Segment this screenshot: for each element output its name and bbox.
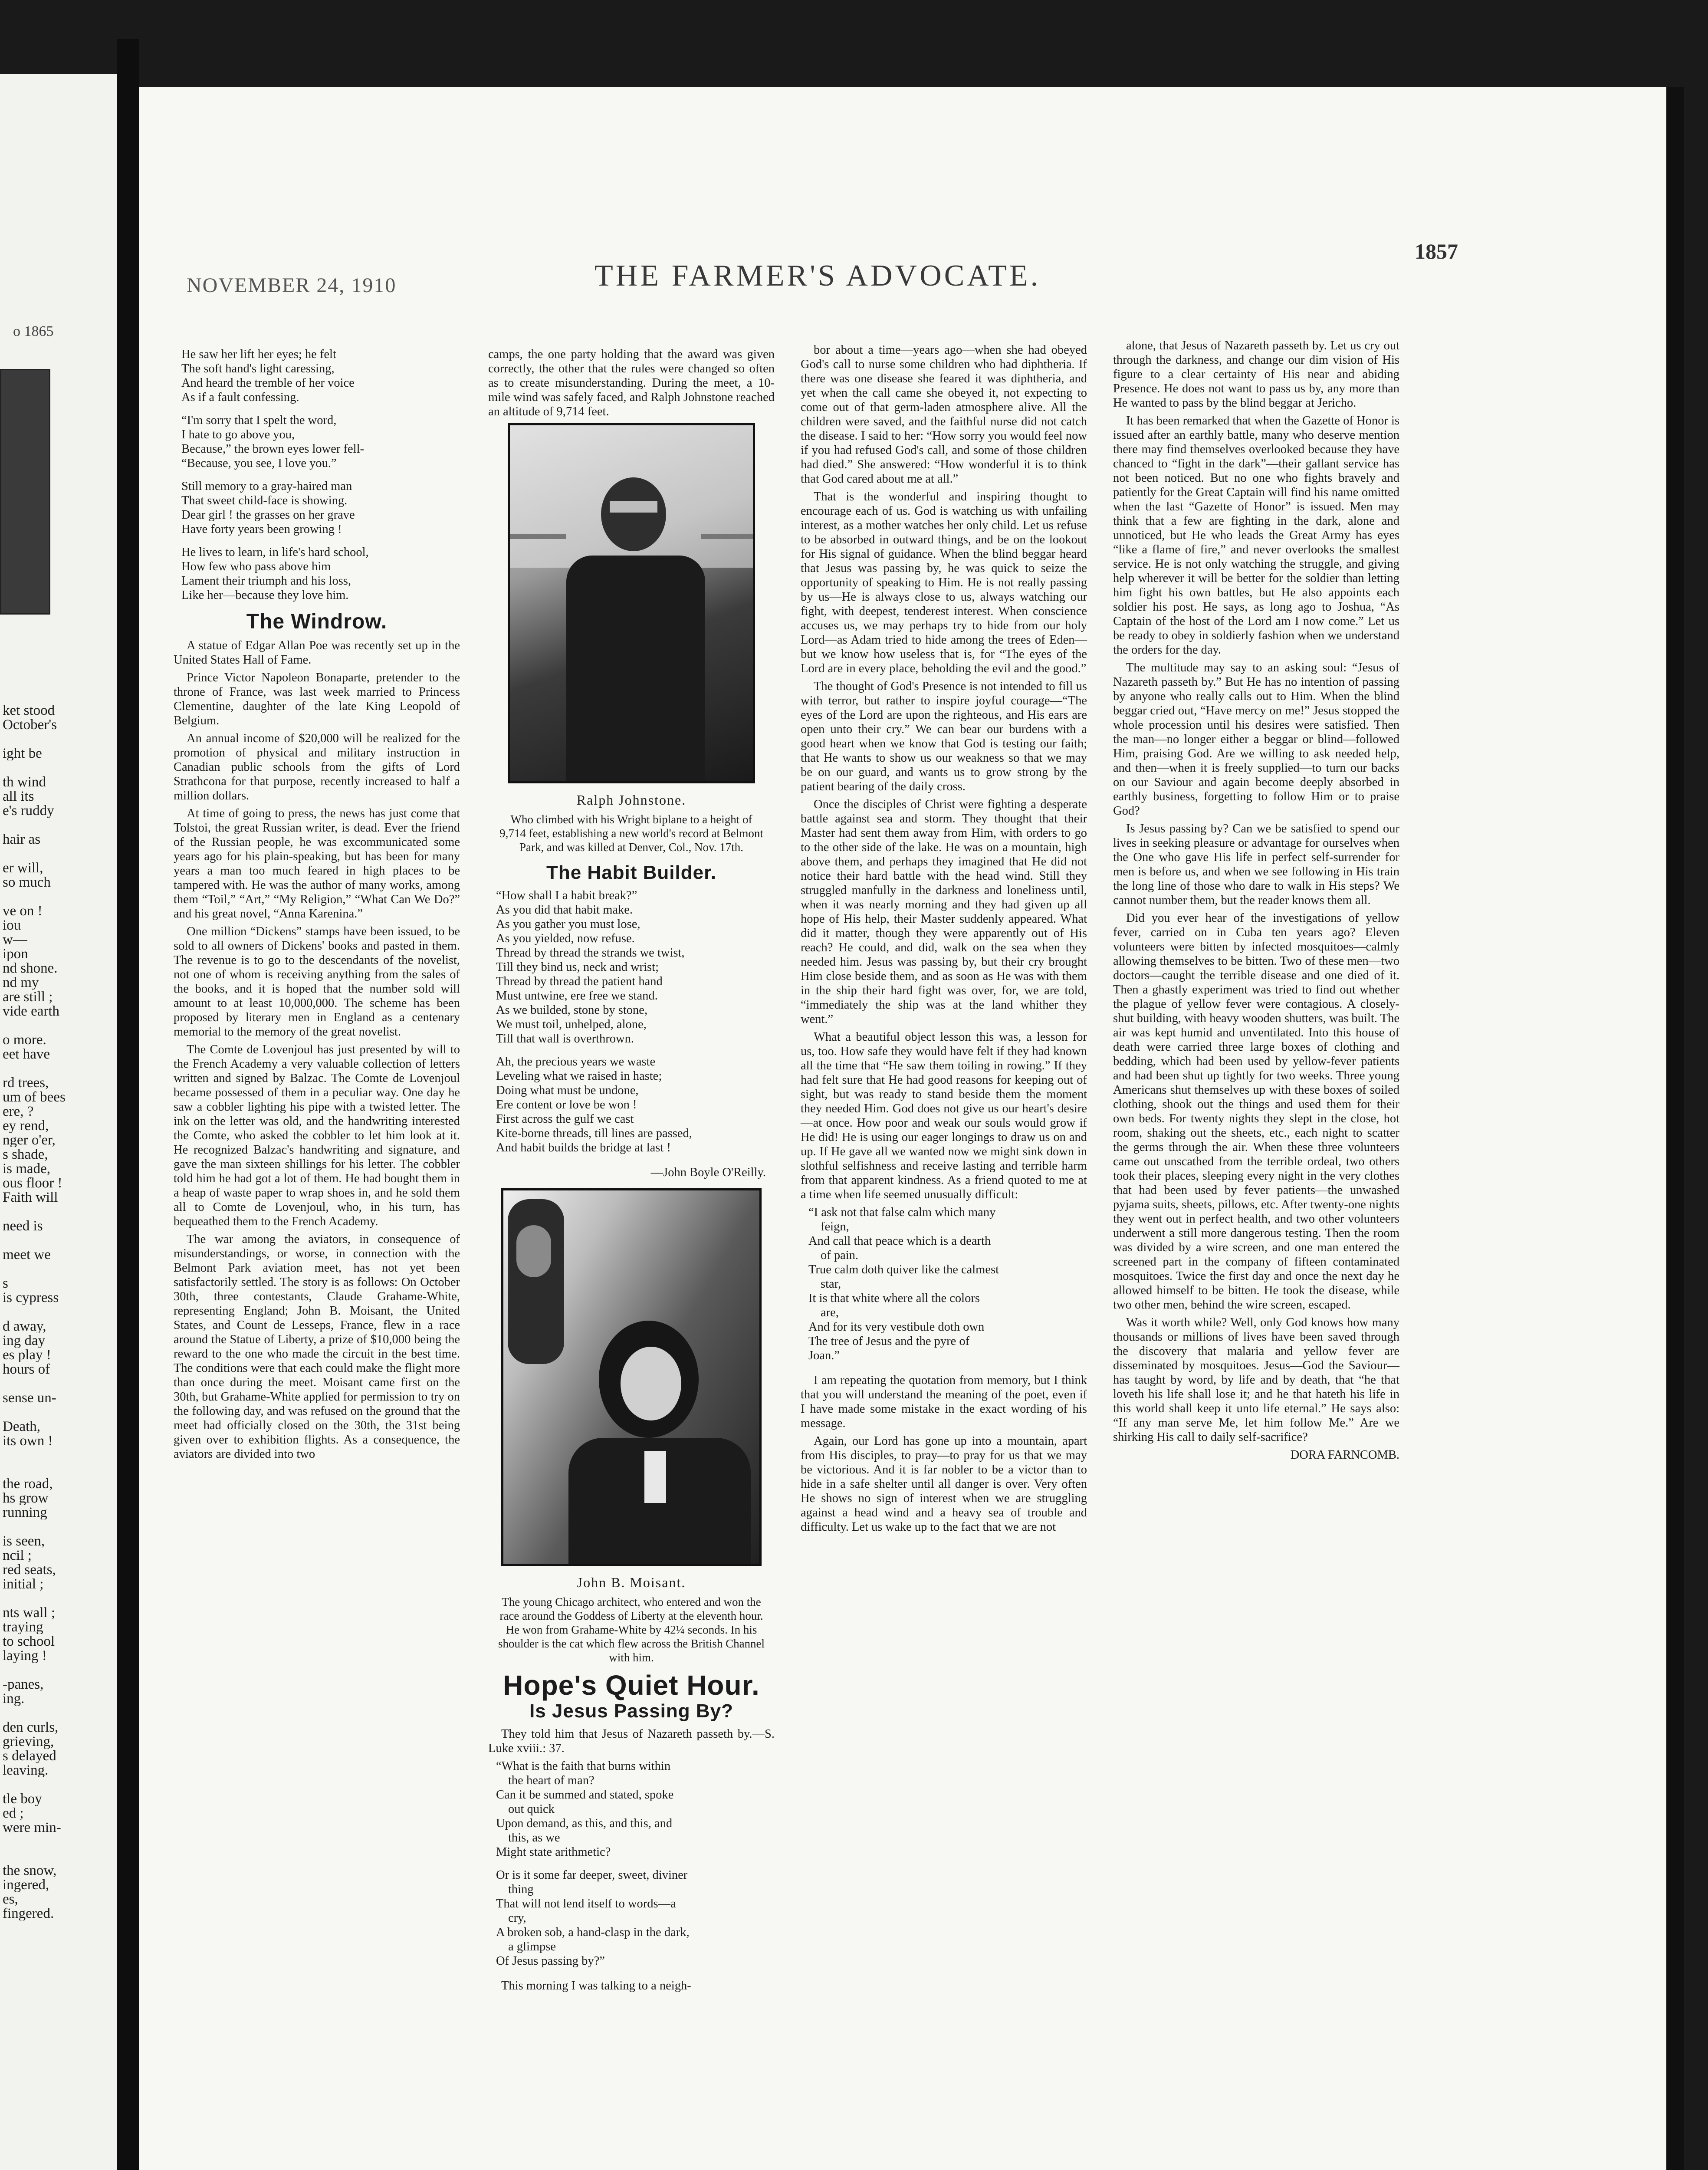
adjacent-text-line: e's ruddy xyxy=(3,803,54,818)
adjacent-page xyxy=(0,74,117,2170)
adjacent-text-line: ve on ! xyxy=(3,904,43,918)
adjacent-text-line: w— xyxy=(3,932,27,947)
article-paragraph: alone, that Jesus of Nazareth passeth by. Let us cry out through the darkness, and change our dim vision of His figure to a clear certainty of His near and abiding Presence. He does not want to pass us by, any more than He wanted to pass by the blind beggar at Jericho. xyxy=(1113,339,1399,410)
verse-line: a glimpse xyxy=(508,1940,556,1953)
adjacent-text-line xyxy=(3,1376,111,1391)
scripture-lead: They told him that Jesus of Nazareth passeth by.—S. Luke xviii.: 37. xyxy=(488,1727,775,1755)
verse-line: star, xyxy=(821,1277,841,1291)
adjacent-text-line xyxy=(3,818,111,832)
verse-line: thing xyxy=(508,1883,534,1896)
adjacent-text-line xyxy=(3,1262,111,1276)
adjacent-text-line xyxy=(3,1706,111,1720)
column-2 xyxy=(488,347,775,1996)
verse-line: “What is the faith that burns within xyxy=(496,1759,671,1773)
verse-line: Doing what must be undone, xyxy=(496,1084,639,1097)
verse-line: That will not lend itself to words—a xyxy=(496,1897,676,1910)
adjacent-text-line xyxy=(3,1204,111,1219)
adjacent-text-line: is seen, xyxy=(3,1534,45,1548)
article-paragraph: Again, our Lord has gone up into a mountain, apart from His disciples, to pray—to pray for us that we may be victorious. And it is far nobler to be a victor than to hide in a safe shelter until all danger is over. Very often He shows no sign of interest when we are struggling against a head wind and a heavy sea of trouble and difficulty. Let us wake up to the fact that we are not xyxy=(801,1434,1087,1534)
adjacent-text-fragments xyxy=(3,703,111,1920)
adjacent-text-line: vide earth xyxy=(3,1004,60,1018)
verse-line: Thread by thread the strands we twist, xyxy=(496,946,685,960)
adjacent-text-line: leaving. xyxy=(3,1763,49,1777)
ralph-johnstone-photo xyxy=(508,423,755,783)
photo2-caption: The young Chicago architect, who entered and won the race around the Goddess of Liberty at the eleventh hour. He won from Grahame-White by 42¼ seconds. In his shoulder is the cat which flew across the British Channel with him. xyxy=(498,1595,765,1664)
verse-line: The soft hand's light caressing, xyxy=(181,362,335,375)
book-gutter xyxy=(117,39,139,2170)
adjacent-text-line: ingered, xyxy=(3,1877,49,1892)
adjacent-text-line xyxy=(3,1462,111,1476)
article-paragraph: I am repeating the quotation from memory, but I think that you will understand the meaning of the poet, even if I have made some mistake in the exact wording of his message. xyxy=(801,1374,1087,1430)
adjacent-text-line: red seats, xyxy=(3,1562,56,1577)
adjacent-text-line: so much xyxy=(3,875,51,889)
adjacent-text-line xyxy=(3,1305,111,1319)
verse-line: That sweet child-face is showing. xyxy=(181,494,348,507)
verse-line: And heard the tremble of her voice xyxy=(181,376,355,390)
adjacent-text-line: ight be xyxy=(3,746,42,760)
verse-line: Still memory to a gray-haired man xyxy=(181,480,352,493)
article-paragraph: An annual income of $20,000 will be realized for the promotion of physical and military instruction in Canadian public schools from the gifts of Lord Strathcona for that purpose, recently increased to half a million dollars. xyxy=(174,732,460,802)
adjacent-text-line xyxy=(3,760,111,775)
verse-line: this, as we xyxy=(508,1831,560,1844)
adjacent-text-line xyxy=(3,1849,111,1863)
quiet-hour-conclusion xyxy=(1113,339,1399,1444)
verse-line: Leveling what we raised in haste; xyxy=(496,1069,662,1083)
article-paragraph: Once the disciples of Christ were fighting a desperate battle against sea and storm. They thought that their Master had sent them away from Him, with orders to go to the other side of the lake. He was on a mountain, high above them, and perhaps they imagined that He did not notice their hard battle with the head wind. Still they struggled manfully in the darkness and loneliness until, when it was nearly morning and they had given up all hope of His help, their Master suddenly appeared. What did it matter, though they were apparently out of His reach? He could, and did, walk on the sea when they needed him. Jesus was passing by, but their cry brought Him close beside them, and as soon as He was with them in the ship their hard fight was over, for, we are told, “immediately the ship was at the land whither they went.” xyxy=(801,798,1087,1026)
verse-line: are, xyxy=(821,1306,839,1319)
habit-attribution: —John Boyle O'Reilly. xyxy=(650,1166,766,1179)
adjacent-text-line: the snow, xyxy=(3,1863,57,1877)
verse-line: Till they bind us, neck and wrist; xyxy=(496,960,659,974)
verse-line: “Because, you see, I love you.” xyxy=(181,457,337,470)
adjacent-text-line: s shade, xyxy=(3,1147,48,1161)
verse-line: Have forty years been growing ! xyxy=(181,523,342,536)
adjacent-text-line xyxy=(3,1663,111,1677)
habit-builder-poem xyxy=(496,888,775,1155)
verse-line: How few who pass above him xyxy=(181,560,331,573)
adjacent-text-line: hair as xyxy=(3,832,41,846)
adjacent-text-line xyxy=(3,1405,111,1419)
verse-line xyxy=(181,470,460,479)
adjacent-running-head: o 1865 xyxy=(13,323,54,339)
article-paragraph: Is Jesus passing by? Can we be satisfied to spend our lives in seeking pleasure or advantage for ourselves when the One who gave His life in perfect self-surrender for men is before us, and when we see following in His train the long line of those who dare to walk in His steps? We cannot number them, but the reader knows them all. xyxy=(1113,822,1399,907)
verse-line: Must untwine, ere free we stand. xyxy=(496,989,658,1003)
verse-line: Joan.” xyxy=(808,1349,840,1362)
adjacent-text-line: Death, xyxy=(3,1419,41,1434)
adjacent-text-line: es, xyxy=(3,1892,18,1906)
adjacent-text-line: ed ; xyxy=(3,1806,24,1820)
article-paragraph: bor about a time—years ago—when she had obeyed God's call to nurse some children who had diphtheria. If there was one disease she feared it was diphtheria, and yet when the call came she obeyed it, not expecting to come out of that germ-laden atmosphere alive. All the children were saved, and the faithful nurse did not catch the disease. I said to her: “How sorry you would feel now if you had refused God's call, and some of those children had died.” She answered: “How wonderful it is to think that God cared about me at all.” xyxy=(801,343,1087,486)
adjacent-text-line: ing day xyxy=(3,1333,46,1348)
article-paragraph: The war among the aviators, in consequence of misunderstandings, or worse, in connection with the Belmont Park aviation meet, has not yet been satisfactorily settled. The story is as follows: On October 30th, three contestants, Claude Grahame-White, representing England; John B. Moisant, the United States, and Count de Lesseps, France, flew in a race around the Statue of Liberty, a prize of $10,000 being the reward to the one who made the circuit in the best time. The conditions were that each could make the flight more than once during the meet. Moisant came first on the 30th, but Grahame-White applied for permission to try on the following day, and was refused on the ground that the meet had officially closed on the 30th, the 31st being given over to exhibition flights. As a consequence, the aviators are divided into two xyxy=(174,1233,460,1461)
adjacent-text-line: er will, xyxy=(3,861,43,875)
article-paragraph: Did you ever hear of the investigations of yellow fever, carried on in Cuba ten years ago? Eleven volunteers were bitten by infected mosquitoes—calmly allowing themselves to be bitten. Two of these men—two doctors—caught the terrible disease and one died of it. Then a ghastly experiment was tried to find out whether the plague of yellow fever were contagious. A closely-shut building, with heavy wooden shutters, was built. The air was kept humid and unventilated. Into this house of death were carried three large boxes of clothing and bedding, which had been used by yellow-fever patients and had been shut up tightly for two weeks. Three young Americans shut themselves up with these boxes of soiled clothing, shook out the things and used them for their own beds. For twenty nights they slept in the close, hot room, shaking out the sheets, etc., each night to scatter the germs through the air. When these three volunteers came out unscathed from the terrible ordeal, two others took their places, sleeping every night in the very clothes that had been used by fever patients—the unwashed pyjama suits, sheets, pillows, etc. After twenty-one nights they went out in perfect health, and two other volunteers underwent a still more dangerous testing. Then the room was divided by a wire screen, and one man entered the screened part in the company of fifteen contaminated mosquitoes. Twice the first day and once the next day he allowed himself to be bitten. He took the disease, while two other men, behind the wire screen, escaped. xyxy=(1113,911,1399,1312)
quiet-hour-heading: Hope's Quiet Hour. xyxy=(503,1670,760,1701)
adjacent-text-line: need is xyxy=(3,1219,43,1233)
adjacent-text-line: ncil ; xyxy=(3,1548,32,1562)
verse-line: As you yielded, now refuse. xyxy=(496,932,635,945)
adjacent-text-line: iou xyxy=(3,918,21,932)
verse-line: As you gather you must lose, xyxy=(496,917,640,931)
adjacent-text-line: nd shone. xyxy=(3,961,58,975)
article-paragraph: One million “Dickens” stamps have been issued, to be sold to all owners of Dickens' books and pasted in them. The revenue is to go to the descendants of the novelist, not one of whom is receiving anything from the sales of the books, and it is hoped that the number sold will amount to at least 10,000,000. The scheme has been proposed by literary men in England as a centenary memorial to the memory of the great novelist. xyxy=(174,925,460,1039)
verse-line xyxy=(181,404,460,413)
verse-line: out quick xyxy=(508,1802,555,1816)
verse-line: Like her—because they love him. xyxy=(181,589,349,602)
verse-line: He saw her lift her eyes; he felt xyxy=(181,348,336,361)
adjacent-text-line: running xyxy=(3,1505,47,1519)
verse-line: As you did that habit make. xyxy=(496,903,633,917)
article-paragraph: At time of going to press, the news has just come that Tolstoi, the great Russian writer, is dead. Ever the friend of the Russian people, he was excommunicated some years ago for his plain-speaking, but has been for many years a man too much feared in high places to be tampered with. He was the author of many works, among them “Toil,” “Art,” “My Religion,” “What Can We Do?” and his great novel, “Anna Karenina.” xyxy=(174,807,460,921)
verse-line: Might state arithmetic? xyxy=(496,1845,611,1859)
adjacent-text-line: s xyxy=(3,1276,8,1290)
verse-line: Thread by thread the patient hand xyxy=(496,975,663,988)
adjacent-text-line xyxy=(3,1835,111,1849)
verse-line: It is that white where all the colors xyxy=(808,1292,980,1305)
adjacent-text-line: s delayed xyxy=(3,1749,56,1763)
verse-line: We must toil, unhelped, alone, xyxy=(496,1018,647,1031)
adjacent-text-line: es play ! xyxy=(3,1348,51,1362)
adjacent-text-line: October's xyxy=(3,717,57,732)
article-paragraph: That is the wonderful and inspiring thought to encourage each of us. God is watching us with unfailing interest, as a mother watches her only child. Let us refuse to be absorbed in outward things, and be on the lookout for His signal of guidance. When the blind beggar heard that Jesus was passing by, he was quick to seize the opportunity of speaking to Him. He is not really passing by us—He is always close to us, always watching our fight, with deepest, tenderest interest. When conscience accuses us, we may perhaps try to hide from our holy Lord—as Adam tried to hide among the trees of Eden—but we know how useless that is, for “The eyes of the Lord are in every place, beholding the evil and the good.” xyxy=(801,490,1087,675)
verse-line: Kite-borne threads, till lines are passed, xyxy=(496,1127,692,1140)
adjacent-text-line: nger o'er, xyxy=(3,1133,56,1147)
aviation-continuation: camps, the one party holding that the award was given correctly, the other that the rules were changed so often as to create misunderstanding. During the meet, a 10-mile wind was safely faced, and Ralph Johnstone reached an altitude of 9,714 feet. xyxy=(488,348,775,418)
adjacent-text-line: hours of xyxy=(3,1362,50,1376)
column2-tail: This morning I was talking to a neigh- xyxy=(501,1979,691,1992)
article-paragraph: The Comte de Lovenjoul has just presented by will to the French Academy a very valuable collection of letters written and signed by Balzac. The Comte de Lovenjoul became possessed of them in a peculiar way. One day he saw a cobbler lighting his pipe with a twisted letter. The ink on the letter was old, and the handwriting interested the Comte, who asked the cobbler to let him look at it. He recognized Balzac's handwriting and signature, and gave the man sixteen shillings for his letter. The cobbler told him he had got a lot of them. He had bought them in a heap of waste paper to wrap shoes in, and he sold them all to Comte de Lovenjoul, who, in his turn, has bequeathed them to the French Academy. xyxy=(174,1043,460,1228)
adjacent-text-line xyxy=(3,889,111,904)
adjacent-text-line: is made, xyxy=(3,1161,50,1176)
adjacent-text-line: tle boy xyxy=(3,1792,42,1806)
windrow-articles xyxy=(174,638,460,1461)
verse-line: Till that wall is overthrown. xyxy=(496,1032,634,1046)
adjacent-text-line: o more. xyxy=(3,1032,46,1047)
adjacent-text-line: traying xyxy=(3,1620,43,1634)
adjacent-text-line xyxy=(3,732,111,746)
author-signature: DORA FARNCOMB. xyxy=(1290,1448,1399,1462)
verse-line: Because,” the brown eyes lower fell- xyxy=(181,442,364,456)
article-paragraph: Prince Victor Napoleon Bonaparte, pretender to the throne of France, was last week married to Princess Clementine, daughter of the late King Leopold of Belgium. xyxy=(174,671,460,727)
adjacent-text-line: ipon xyxy=(3,947,28,961)
verse-line: Lament their triumph and his loss, xyxy=(181,574,351,588)
verse-line xyxy=(181,536,460,545)
verse-line: the heart of man? xyxy=(508,1774,595,1787)
adjacent-text-line: laying ! xyxy=(3,1648,47,1663)
quiet-hour-body xyxy=(801,343,1087,1202)
verse-line: As we builded, stone by stone, xyxy=(496,1003,648,1017)
adjacent-text-line: the road, xyxy=(3,1476,53,1491)
column-4 xyxy=(1113,339,1399,1466)
page-number: 1857 xyxy=(1415,239,1458,263)
photo2-name: John B. Moisant. xyxy=(577,1575,686,1590)
adjacent-text-line: nd my xyxy=(3,975,39,990)
adjacent-text-line: d away, xyxy=(3,1319,46,1333)
adjacent-text-line xyxy=(3,1233,111,1247)
page-header xyxy=(139,239,1684,299)
verse-line xyxy=(496,1046,775,1055)
verse-line: Or is it some far deeper, sweet, diviner xyxy=(496,1868,688,1882)
quiet-hour-poem xyxy=(496,1759,775,1968)
verse-line: feign, xyxy=(821,1220,849,1233)
adjacent-text-line: -panes, xyxy=(3,1677,44,1691)
article-paragraph: It has been remarked that when the Gazette of Honor is issued after an earthly battle, many who deserve mention there may find themselves overlooked because they have chanced to “fight in the dark”—their gallant service has not been noticed. But no one who fights bravely and patiently for the Great Captain will find his name omitted when the last “Gazette of Honor” is issued. Men may think that a few are fighting in the dark, alone and unnoticed, but He who leads the Great Army has eyes “like a flame of fire,” and never overlooks the smallest service. He is not only watching the struggle, and giving help wherever it will be better for the soldier than letting him fight his own battles, but He also appoints each soldier his post. He says, as long ago to Joshua, “As Captain of the host of the Lord am I now come.” Let us be ready to obey in soldierly fashion when we understand the orders for the day. xyxy=(1113,414,1399,657)
column-3 xyxy=(801,343,1087,1538)
verse-line: A broken sob, a hand-clasp in the dark, xyxy=(496,1926,690,1939)
adjacent-text-line: Faith will xyxy=(3,1190,58,1204)
masthead-title: THE FARMER'S ADVOCATE. xyxy=(595,259,1041,293)
adjacent-text-line: th wind xyxy=(3,775,46,789)
adjacent-text-line: rd trees, xyxy=(3,1075,49,1090)
adjacent-text-line: ere, ? xyxy=(3,1104,34,1118)
adjacent-text-line xyxy=(3,1777,111,1792)
verse-line: He lives to learn, in life's hard school, xyxy=(181,546,369,559)
habit-builder-heading: The Habit Builder. xyxy=(546,862,717,883)
adjacent-text-line: ket stood xyxy=(3,703,55,717)
verse-line: Upon demand, as this, and this, and xyxy=(496,1817,673,1830)
article-paragraph: Was it worth while? Well, only God knows how many thousands or millions of lives have been saved through the discovery that malaria and yellow fever are disseminated by mosquitoes. Jesus—God the Saviour—has taught by word, by life and by death, that “he that loveth his life shall lose it; and he that hateth his life in this world shall keep it unto life eternal.” He says also: “If any man serve Me, let him follow Me.” Are we shirking His call to daily self-sacrifice? xyxy=(1113,1316,1399,1444)
adjacent-text-line: ey rend, xyxy=(3,1118,49,1133)
verse-line xyxy=(496,1859,775,1868)
verse-line: cry, xyxy=(508,1911,526,1925)
adjacent-text-line: den curls, xyxy=(3,1720,59,1734)
adjacent-text-line: eet have xyxy=(3,1047,50,1061)
article-paragraph: A statue of Edgar Allan Poe was recently set up in the United States Hall of Fame. xyxy=(174,639,460,667)
adjacent-text-line xyxy=(3,1018,111,1032)
adjacent-text-line xyxy=(3,1519,111,1534)
adjacent-text-line: all its xyxy=(3,789,34,803)
verse-line: Dear girl ! the grasses on her grave xyxy=(181,508,355,522)
jesus-passing-heading: Is Jesus Passing By? xyxy=(529,1700,733,1722)
adjacent-text-line xyxy=(3,1061,111,1075)
verse-line: First across the gulf we cast xyxy=(496,1112,634,1126)
adjacent-text-line: grieving, xyxy=(3,1734,54,1749)
adjacent-photo-fragment xyxy=(0,369,50,615)
verse-line: “I'm sorry that I spelt the word, xyxy=(181,414,337,427)
adjacent-text-line: nts wall ; xyxy=(3,1605,55,1620)
column-1 xyxy=(174,347,460,1465)
verse-line: Can it be summed and stated, spoke xyxy=(496,1788,674,1802)
adjacent-text-line: its own ! xyxy=(3,1434,53,1448)
article-paragraph: The thought of God's Presence is not intended to fill us with terror, but rather to inspire joyful courage—“The eyes of the Lord are upon the righteous, and His ears are open unto their cry.” We can bear our burdens with a good heart when we know that God is testing our faith; that He wants to show us our weakness so that we may be on our guard, and wants us to grow strong by the patient bearing of the daily cross. xyxy=(801,680,1087,793)
verse-line: The tree of Jesus and the pyre of xyxy=(808,1335,970,1348)
page-edge-shadow xyxy=(1666,87,1684,2170)
adjacent-text-line: sense un- xyxy=(3,1391,56,1405)
verse-line: Ah, the precious years we waste xyxy=(496,1055,656,1069)
adjacent-text-line xyxy=(3,1591,111,1605)
article-paragraph: The multitude may say to an asking soul: “Jesus of Nazareth passeth by.” But He has no intention of passing by anyone who really calls out to Him. When the blind beggar cried out, “Have mercy on me!” Jesus stopped the whole procession until his desires were satisfied. Then the man—no longer either a beggar or blind—followed Him, praising God. Are we willing to ask needed help, and then—when it is freely supplied—to turn our backs on our Saviour and again become deeply absorbed in earthly business, forgetting to follow Him or to praise God? xyxy=(1113,661,1399,818)
verse-line: of pain. xyxy=(821,1249,859,1262)
adjacent-text-line: to school xyxy=(3,1634,55,1648)
verse-line: I hate to go above you, xyxy=(181,428,295,441)
adjacent-text-line: ous floor ! xyxy=(3,1176,62,1190)
verse-line: “How shall I a habit break?” xyxy=(496,889,637,902)
photo1-name: Ralph Johnstone. xyxy=(576,792,686,808)
article-paragraph: What a beautiful object lesson this was, a lesson for us, too. How safe they would have felt if they had known all the time that “He saw them toiling in rowing.” If they had felt sure that He had good reasons for keeping out of sight, but was ready to stand beside them the moment they needed Him. God does not give us our heart's desire—at once. How poor and weak our souls would grow if He did! He is using our eager longings to draw us on and up. If He gave all we wanted now we might sink down in slothful selfishness and receive lasting and terrible harm from that apparent kindness. As a friend quoted to me at a time when life seemed unusually difficult: xyxy=(801,1030,1087,1201)
adjacent-text-line: um of bees xyxy=(3,1090,66,1104)
adjacent-text-line: hs grow xyxy=(3,1491,49,1505)
john-moisant-photo xyxy=(501,1188,762,1566)
quiet-hour-body-continued xyxy=(801,1373,1087,1534)
adjacent-text-line xyxy=(3,1448,111,1462)
windrow-heading: The Windrow. xyxy=(246,610,388,633)
verse-line: And habit builds the bridge at last ! xyxy=(496,1141,671,1154)
adjacent-text-line: meet we xyxy=(3,1247,51,1262)
adjacent-text-line: are still ; xyxy=(3,990,53,1004)
adjacent-text-line: fingered. xyxy=(3,1906,54,1920)
adjacent-text-line: were min- xyxy=(3,1820,61,1835)
quoted-verse xyxy=(808,1205,1087,1363)
verse-line: Of Jesus passing by?” xyxy=(496,1954,605,1968)
adjacent-text-line: is cypress xyxy=(3,1290,59,1305)
verse-line: And for its very vestibule doth own xyxy=(808,1320,985,1334)
verse-line: Ere content or love be won ! xyxy=(496,1098,637,1111)
verse-line: And call that peace which is a dearth xyxy=(808,1234,991,1248)
verse-line: True calm doth quiver like the calmest xyxy=(808,1263,999,1276)
issue-date: NOVEMBER 24, 1910 xyxy=(187,274,397,297)
poem-ending xyxy=(181,347,460,602)
photo1-caption: Who climbed with his Wright biplane to a height of 9,714 feet, establishing a new world's record at Belmont Park, and was killed at Denver, Col., Nov. 17th. xyxy=(499,813,763,854)
adjacent-text-line: initial ; xyxy=(3,1577,44,1591)
adjacent-text-line xyxy=(3,846,111,861)
adjacent-text-line: ing. xyxy=(3,1691,25,1706)
newspaper-page xyxy=(139,87,1684,2170)
verse-line: “I ask not that false calm which many xyxy=(808,1206,996,1219)
verse-line: As if a fault confessing. xyxy=(181,391,299,404)
